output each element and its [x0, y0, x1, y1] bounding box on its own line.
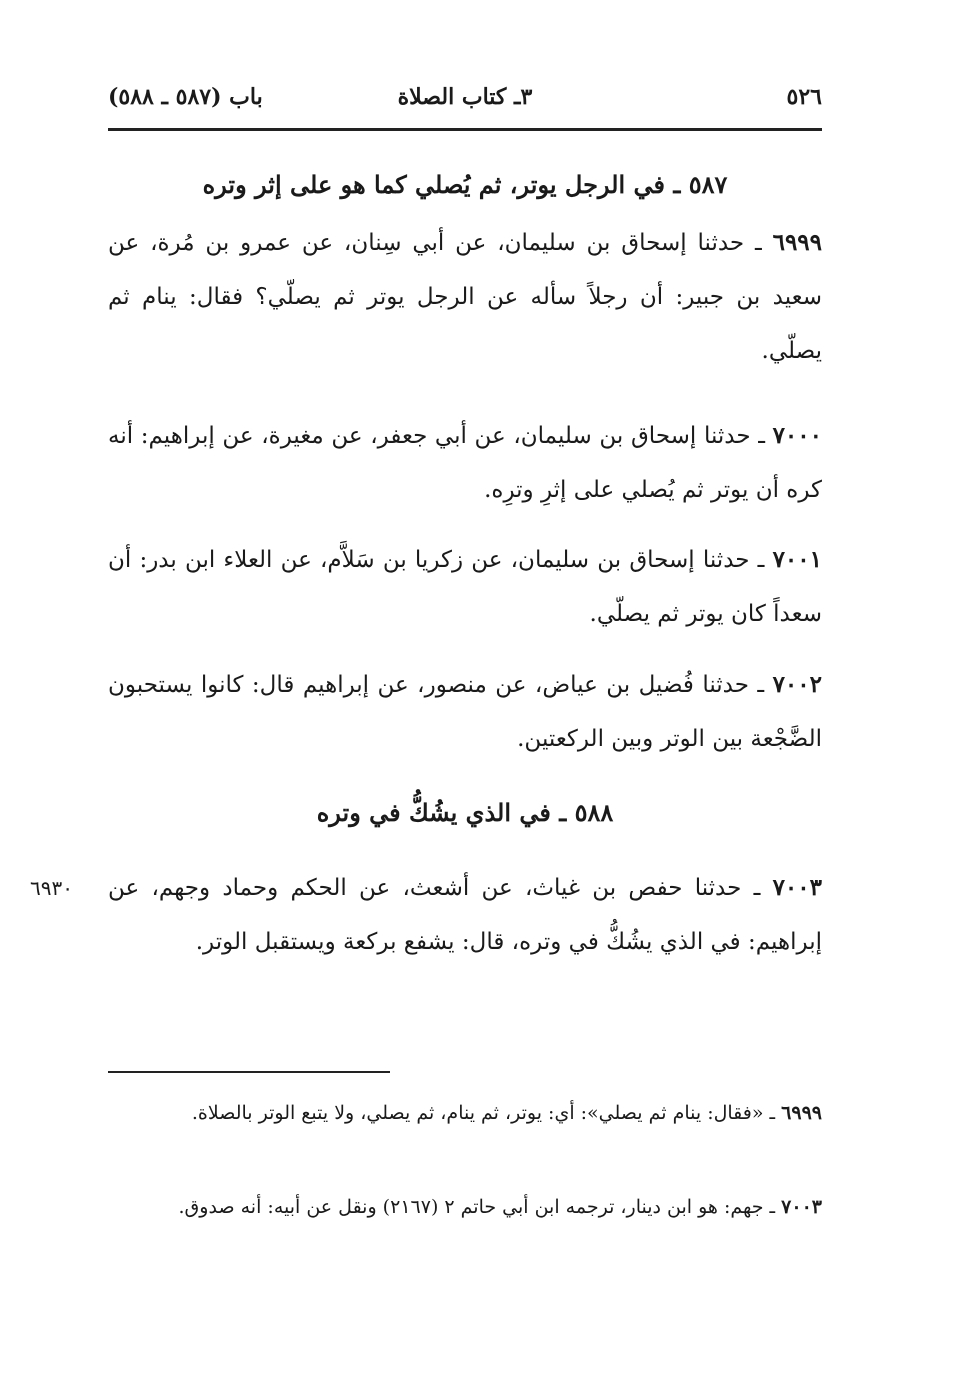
- hadith-entry: [108, 658, 822, 766]
- hadith-number: ٧٠٠٣: [772, 874, 822, 901]
- chapter-title: ٥٨٨ ـ في الذي يشُكُّ في وتره: [316, 798, 614, 827]
- hadith-text: ـ حدثنا إسحاق بن سليمان، عن أبي جعفر، عن مغيرة، عن إبراهيم: أنه كره أن يوتر ثم يُصلي على إثرِ وترِه.: [108, 423, 822, 503]
- book-title: ٣ـ كتاب الصلاة: [397, 84, 533, 110]
- hadith-text: ـ حدثنا فُضيل بن عياض، عن منصور، عن إبراهيم قال: كانوا يستحبون الضَّجْعة بين الوتر وبين الركعتين.: [108, 672, 822, 752]
- hadith-entry: [30, 861, 822, 969]
- footnote-text: ـ جهم: هو ابن دينار، ترجمه ابن أبي حاتم ٢ (٢١٦٧) ونقل عن أبيه: أنه صدوق.: [178, 1196, 776, 1218]
- hadith-number: ٧٠٠٢: [772, 671, 822, 698]
- footnote-number: ٧٠٠٣: [781, 1196, 822, 1218]
- chapter-title: ٥٨٧ ـ في الرجل يوتر، ثم يُصلي كما هو على إثر وتره: [202, 170, 728, 199]
- footnote-rule: [108, 1071, 390, 1073]
- margin-number: ٦٩٣٠: [30, 876, 73, 900]
- hadith-text: ـ حدثنا إسحاق بن سليمان، عن أبي سِنان، عن عمرو بن مُرة، عن سعيد بن جبير: أن رجلاً سأله عن الرجل يوتر ثم يصلّي؟ فقال: ينام ثم يصلّي.: [108, 230, 822, 364]
- header-rule: [108, 128, 822, 131]
- hadith-number: ٧٠٠١: [772, 546, 822, 573]
- footnote-text: ـ «فقال: ينام ثم يصلي»: أي: يوتر، ثم ينام، ثم يصلي، ولا يتبع الوتر بالصلاة.: [191, 1102, 776, 1124]
- hadith-entry: [108, 216, 822, 378]
- book-page: [30, 78, 823, 1318]
- hadith-entry: [108, 409, 822, 517]
- footnote: [108, 1184, 822, 1230]
- footnote-number: ٦٩٩٩: [781, 1102, 822, 1124]
- hadith-entry: [108, 533, 822, 641]
- page-number: ٥٢٦: [786, 84, 822, 110]
- hadith-number: ٧٠٠٠: [772, 422, 822, 449]
- chapter-range: باب (٥٨٧ ـ ٥٨٨): [108, 84, 263, 110]
- footnote: [108, 1090, 822, 1136]
- running-header: [108, 78, 822, 118]
- hadith-text: ـ حدثنا إسحاق بن سليمان، عن زكريا بن سَلاَّم، عن العلاء ابن بدر: أن سعداً كان يوتر ثم يصلّي.: [108, 547, 822, 627]
- hadith-text: ـ حدثنا حفص بن غياث، عن أشعث، عن الحكم وحماد وجهم، عن إبراهيم: في الذي يشُكُّ في وتره، قال: يشفع بركعة ويستقبل الوتر.: [108, 875, 822, 955]
- hadith-number: ٦٩٩٩: [772, 229, 823, 256]
